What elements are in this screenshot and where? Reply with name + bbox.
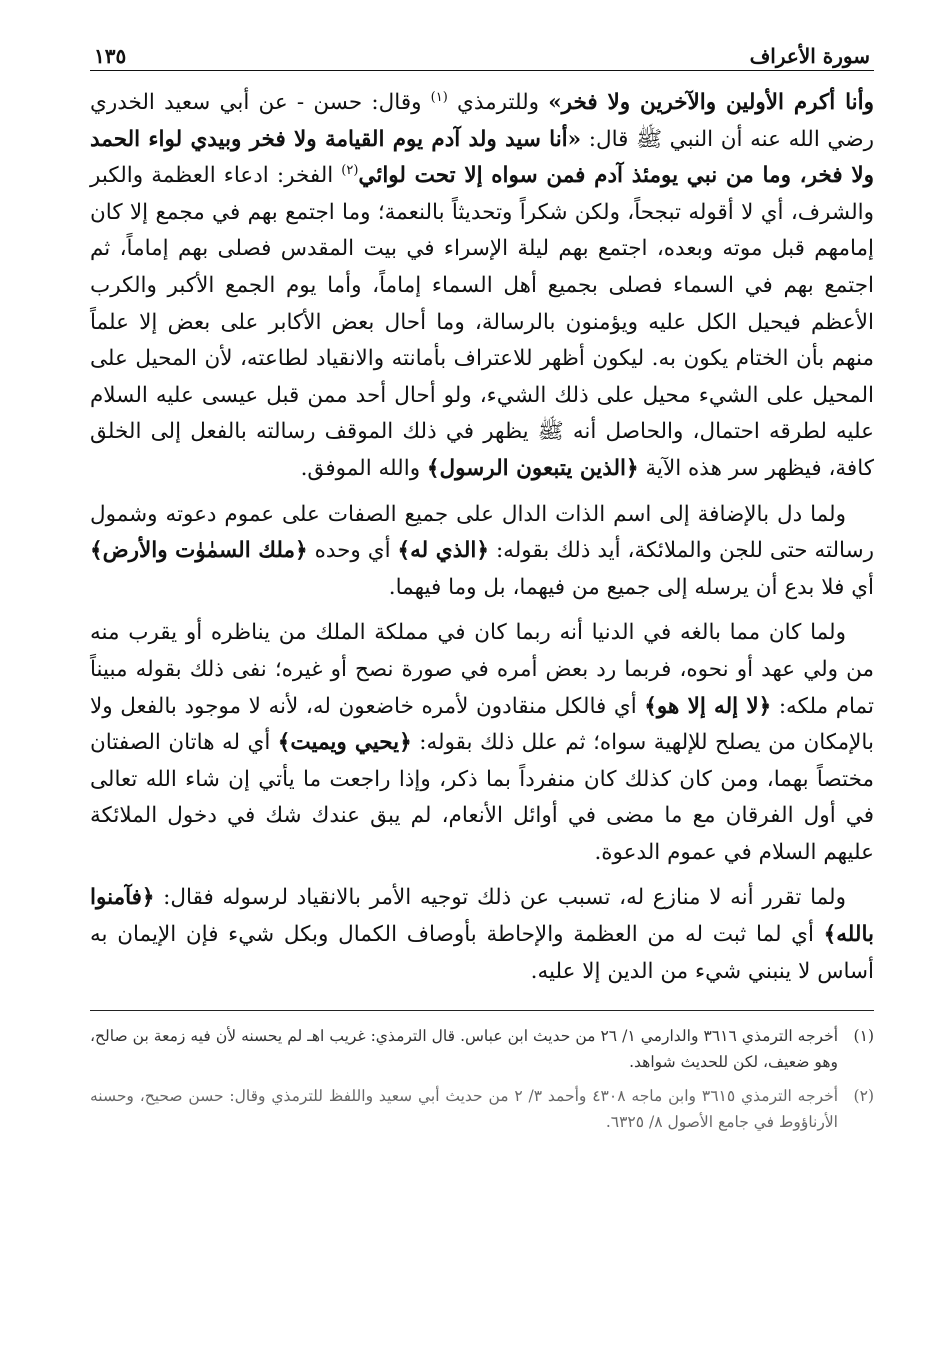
bold-quote: ﴿الذين يتبعون الرسول﴾ — [426, 455, 639, 481]
text-segment: أي لما ثبت له من العظمة والإحاطة بأوصاف الكمال وبكل شيء فإن الإيمان به أساس لا ينبني شيء من الدين إلا عليه. — [90, 922, 874, 984]
text-segment: ولما دل بالإضافة إلى اسم الذات الدال على جميع الصفات على عموم دعوته وشمول رسالته حتى للجن والملائكة، أيد ذلك بقوله: — [90, 501, 874, 564]
footnote-text: أخرجه الترمذي ٣٦١٦ والدارمي ١/ ٢٦ من حديث ابن عباس. قال الترمذي: غريب اهـ لم يحسنه لأن فيه زمعة بن صالح، وهو ضعيف، لكن للحديث شواهد. — [90, 1027, 839, 1072]
paragraph — [90, 615, 874, 871]
text-segment: ولما كان مما بالغه في الدنيا أنه ربما كان في مملكة الملك من يناظره أو يقرب منه من ولي عهد أو نحوه، فربما رد بعض أمره في صورة نصح أو غيره؛ نفى ذلك بقوله مبيناً تمام ملكه: — [90, 620, 874, 719]
bold-quote: ﴿ملك السمٰوٰت والأرض﴾ — [90, 538, 308, 564]
footnote — [90, 1083, 874, 1135]
footnote-text: أخرجه الترمذي ٣٦١٥ وابن ماجه ٤٣٠٨ وأحمد ٣/ ٢ من حديث أبي سعيد واللفظ للترمذي وقال: حسن صحيح، وحسنه الأرناؤوط في جامع الأصول ٨/ ٦٣٢٥. — [90, 1087, 839, 1132]
text-segment: أي وحده — [307, 538, 398, 564]
footnote — [90, 1023, 874, 1075]
footnotes — [90, 1023, 874, 1135]
text-segment: أي فالكل منقادون لأمره خاضعون له، لأنه لا موجود بالفعل ولا بالإمكان من يصلح للإلهية سواه؛ ثم علل ذلك بقوله: — [90, 693, 874, 756]
paragraph — [90, 880, 874, 990]
text-segment: الفخر: ادعاء العظمة والكبر والشرف، أي لا أقوله تبجحاً، ولكن شكراً وتحديثاً بالنعمة؛ وما اجتمع بهم في مجمع إلا كان إمامهم قبل موته وبعده، اجتمع بهم ليلة الإسراء في بيت المقدس فصلى بهم إماماً، ثم اجتمع بهم في السماء فصلى بجميع أهل السماء إماماً، وأما يوم الجمع الأكبر والكرب الأعظم فيحيل الكل عليه ويؤمنون بالرسالة، وما أحال بعض الأكابر على بعض إلا علماً منهم بأن الختام يكون به. ليكون أظهر للاعتراف بأمانته والانقياد لطاعته، لأن المحيل على المحيل على الشيء محيل على ذلك الشيء، ولو أحال أحد ممن قبل عيسى عليه السلام عليه لطرقه احتمال، والحاصل أنه ﷺ يظهر في ذلك الموقف رسالته بالفعل إلى الخلق كافة، فيظهر سر هذه الآية — [90, 163, 874, 481]
footnote-ref: (١) — [430, 89, 448, 105]
surah-title: سورة الأعراف — [749, 44, 870, 68]
footnote-number: (١) — [853, 1027, 874, 1046]
header-divider — [90, 70, 874, 71]
bold-quote: ﴿لا إله إلا هو﴾ — [644, 693, 772, 719]
text-segment: أي له هاتان الصفتان مختصاً بهما، ومن كان كذلك كان منفرداً بما ذكر، وإذا راجعت ما يأتي إن شاء الله تعالى في أول الفرقان مع ما مضى في أوائل الأنعام، لم يبق عندك شك في دخول الملائكة عليهم السلام في عموم الدعوة. — [90, 730, 874, 865]
paragraph — [90, 497, 874, 607]
text-segment: والله الموفق. — [300, 455, 427, 481]
footnote-ref: (٢) — [341, 163, 359, 179]
page-header — [90, 36, 874, 68]
footnote-divider — [90, 1010, 874, 1011]
text-segment: ولما تقرر أنه لا منازع له، تسبب عن ذلك توجيه الأمر بالانقياد لرسوله فقال: — [154, 885, 846, 911]
paragraph — [90, 85, 874, 488]
bold-quote: وأنا أكرم الأولين والآخرين ولا فخر» — [548, 90, 874, 115]
page-number: ١٣٥ — [94, 44, 127, 68]
book-page — [90, 36, 874, 1328]
footnote-number: (٢) — [853, 1087, 874, 1106]
text-segment: وللترمذي — [447, 90, 549, 115]
body-text — [90, 85, 874, 990]
text-segment: وقال: حسن - عن أبي سعيد الخدري رضي الله عنه أن النبي ﷺ قال: — [90, 90, 874, 152]
bold-quote: ﴿يحيي ويميت﴾ — [277, 730, 412, 756]
bold-quote: ﴿الذي له﴾ — [397, 538, 489, 564]
bold-quote: ﴿فآمنوا بالله﴾ — [90, 885, 874, 948]
text-segment: أي فلا بدع أن يرسله إلى جميع من فيهما، بل وما فيهما. — [388, 574, 874, 600]
bold-quote: «أنا سيد ولد آدم يوم القيامة ولا فخر وبيدي لواء الحمد ولا فخر، وما من نبي يومئذ آدم فمن سواه إلا تحت لوائي — [90, 126, 874, 189]
